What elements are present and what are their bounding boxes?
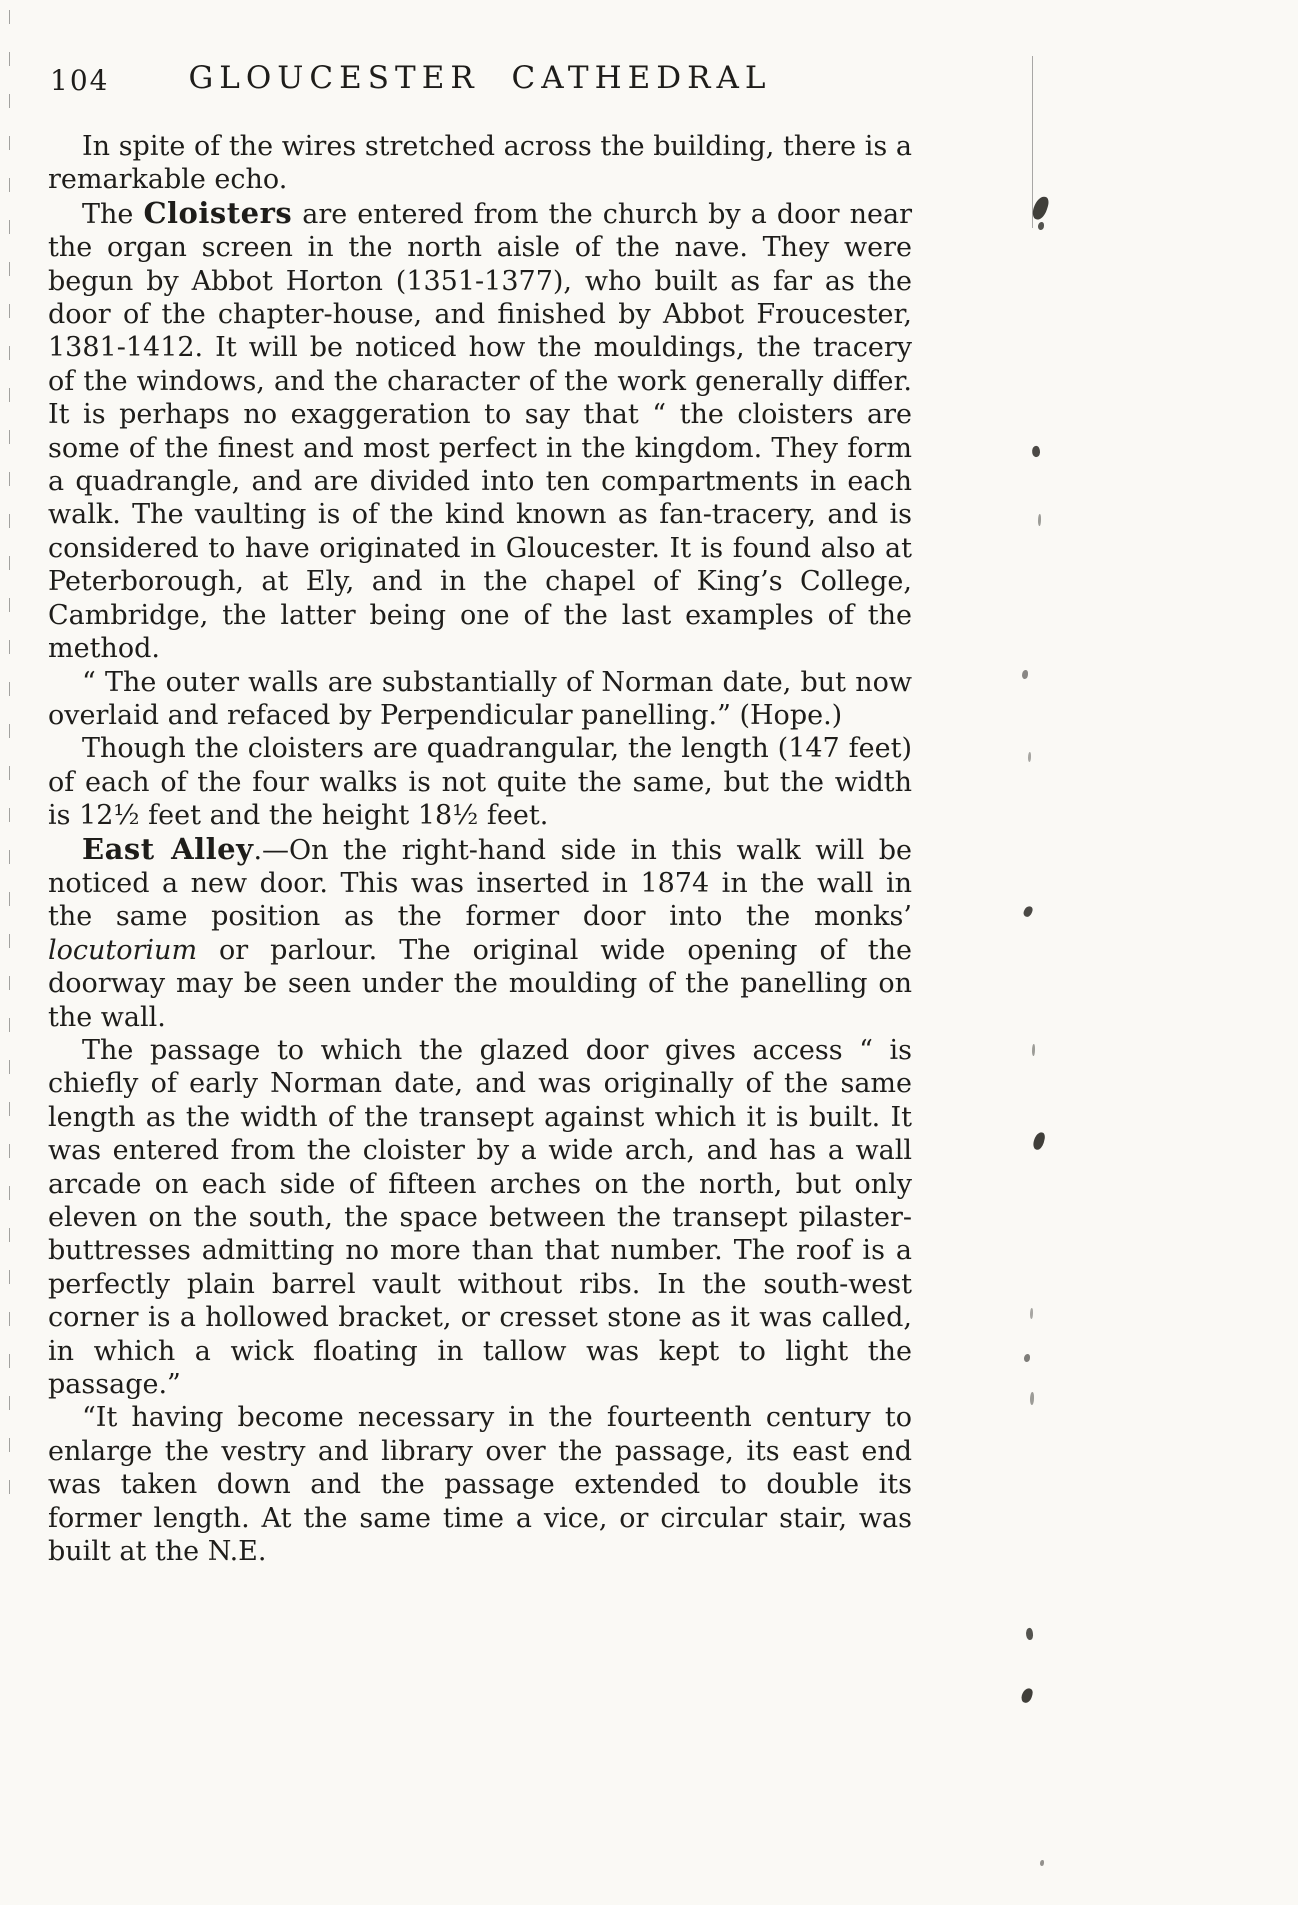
paragraph [48,666,912,733]
ink-speck [1022,670,1028,679]
body-text: are entered from the church by a door near the organ screen in the north aisle of the nave. They were begun by Abbot Horton (1351-1377), who built as far as the door of the chapter-house, and finished by Abbot Froucester, 1381-1412. It will be noticed how the mouldings, the tracery of the windows, and the character of the work generally differ. It is perhaps no exaggeration to say that “ the cloisters are some of the finest and most perfect in the kingdom. They form a quadrangle, and are divided into ten compartments in each walk. The vaulting is of the kind known as fan-tracery, and is considered to have originated in Gloucester. It is found also at Peterborough, at Ely, and in the chapel of King’s College, Cambridge, the latter being one of the last examples of the method. [48,198,912,665]
body-text: The passage to which the glazed door gives access “ is chiefly of early Norman date, and was originally of the same length as the width of the transept against which it is built. It was entered from the cloister by a wide arch, and has a wall arcade on each side of fifteen arches on the north, but only eleven on the south, the space between the transept pilaster-buttresses admitting no more than that number. The roof is a perfectly plain barrel vault without ribs. In the south-west corner is a hollowed bracket, or cresset stone as it was called, in which a wick floating in tallow was kept to light the passage.” [48,1034,912,1401]
ink-speck [1032,1131,1046,1151]
italic-text: locutorium [48,934,198,966]
body-text: In spite of the wires stretched across the building, there is a remarkable echo. [48,131,912,196]
ink-speck [1031,445,1041,457]
ink-speck [1028,752,1031,762]
ink-speck [1030,1308,1033,1319]
ink-speck [1038,514,1041,526]
paragraph [48,1034,912,1401]
ink-speck [1040,1860,1044,1866]
paragraph [48,130,912,197]
page-number: 104 [50,64,110,97]
bold-text: East Alley [82,831,254,866]
ink-speck [1024,1354,1030,1362]
paragraph [48,732,912,832]
ink-speck [1022,905,1033,918]
paragraph [48,833,912,1034]
body-text: Though the cloisters are quadrangular, the length (147 feet) of each of the four walks is not quite the same, but the width is 12½ feet and the height 18½ feet. [48,733,912,832]
body-text: .—On the right-hand side in this walk will be noticed a new door. This was inserted in 1874 in the wall in the same position as the former door into the monks’ [48,834,912,933]
ink-speck [1020,1687,1034,1704]
ink-speck [1038,222,1044,230]
body-text: “It having become necessary in the fourteenth century to enlarge the vestry and library over the passage, its east end was taken down and the passage extended to double its former length. At the same time a vice, or circular stair, was built at the N.E. [48,1402,912,1568]
ink-speck [1030,1392,1034,1405]
paragraph [48,1401,912,1568]
body-text: “ The outer walls are substantially of Norman date, but now overlaid and refaced by Perpendicular panelling.” (Hope.) [48,666,912,731]
body-text: or parlour. The original wide opening of the doorway may be seen under the moulding of the panelling on the wall. [48,934,912,1033]
bold-text: Cloisters [143,195,293,230]
ink-speck [1025,1627,1034,1640]
page-title: GLOUCESTER CATHEDRAL [188,60,772,96]
body-text: The [82,198,144,230]
ink-speck [1032,1044,1035,1056]
scan-gutter-line [9,10,10,1510]
page-body [48,130,912,1568]
scan-margin-line [1032,56,1033,228]
page-header [48,60,912,100]
paragraph [48,197,912,666]
ink-speck [1031,195,1051,222]
